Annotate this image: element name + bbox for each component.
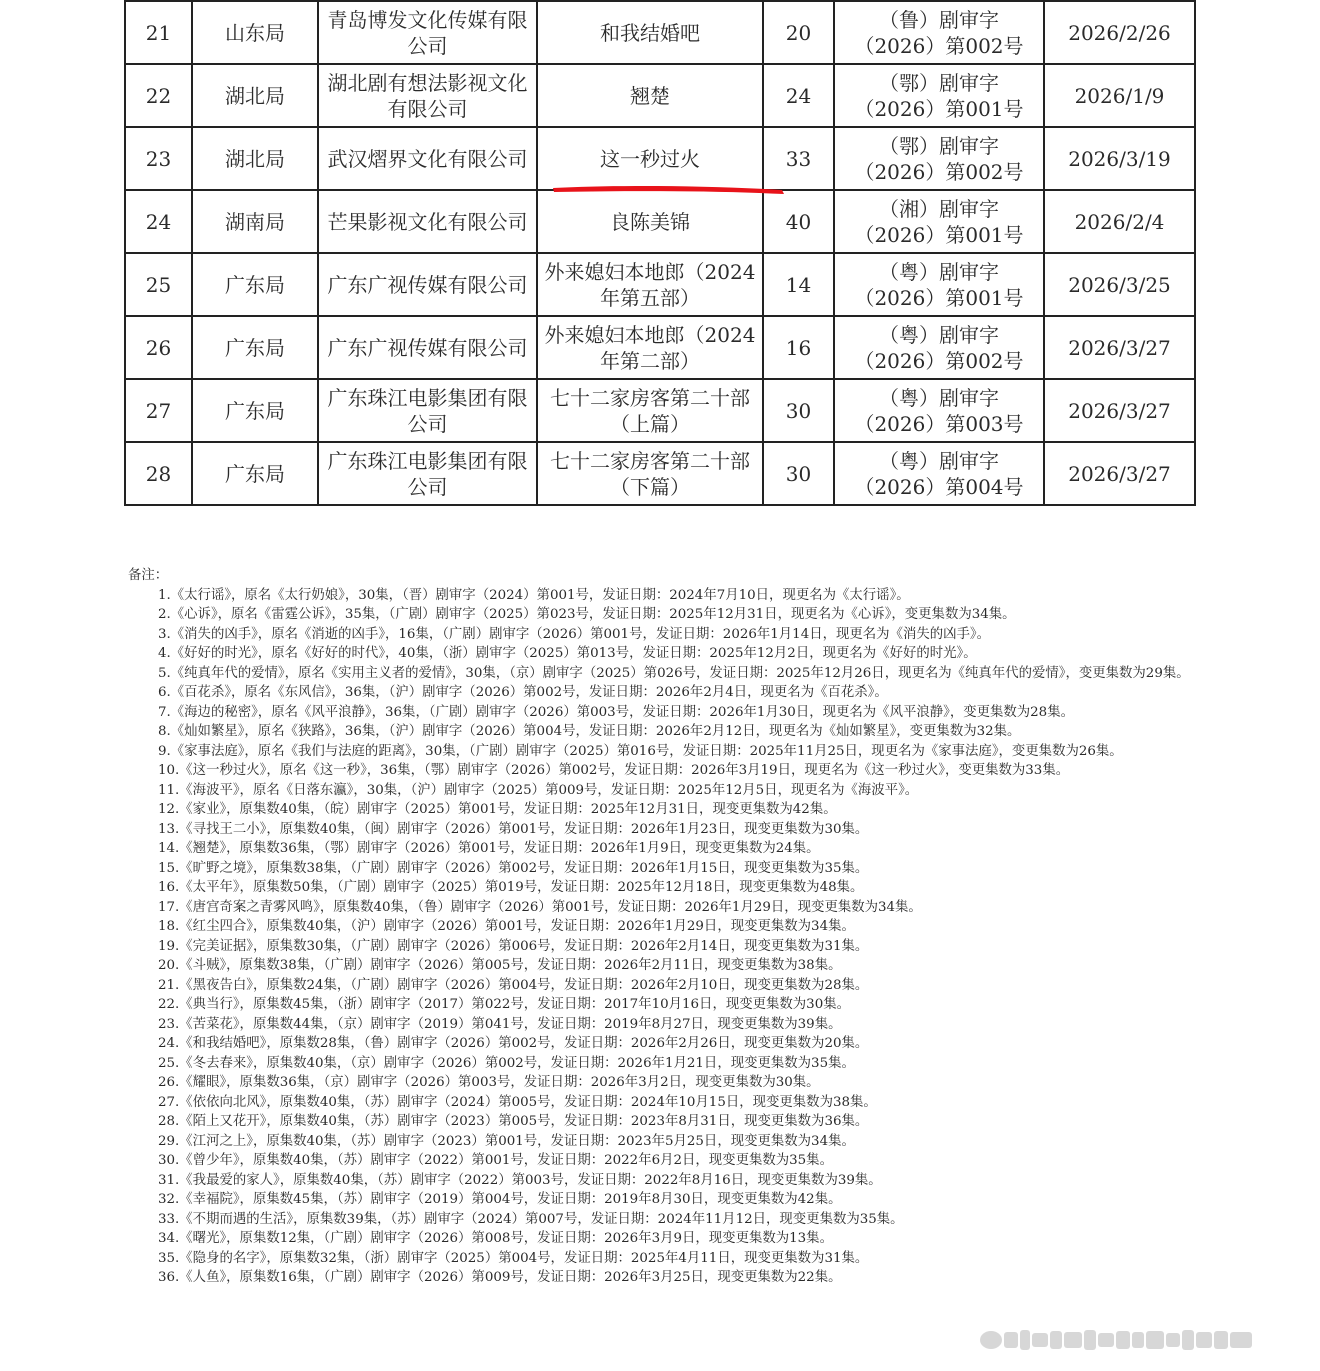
table-row: [125, 1, 1195, 64]
remark-item: 27.《依依向北风》，原集数40集，（苏）剧审字（2024）第005号，发证日期：2024年10月15日，现变更集数为38集。: [158, 1094, 877, 1110]
cell-no: 26: [125, 316, 192, 379]
cell-no: 23: [125, 127, 192, 190]
remark-item: 36.《人鱼》，原集数16集，（广剧）剧审字（2026）第009号，发证日期：2026年3月25日，现变更集数为22集。: [158, 1270, 842, 1285]
red-underline-mark: [550, 182, 786, 196]
cell-no: 27: [125, 379, 192, 442]
cell-date: 2026/3/19: [1044, 127, 1195, 190]
remark-item: 30.《曾少年》，原集数40集，（苏）剧审字（2022）第001号，发证日期：2022年6月2日，现变更集数为35集。: [158, 1153, 833, 1168]
remarks-heading: 备注：: [128, 568, 169, 583]
cell-title: 外来媳妇本地郎（2024年第五部）: [537, 253, 763, 316]
remark-item: 18.《红尘四合》，原集数40集，（沪）剧审字（2026）第001号，发证日期：2026年1月29日，现变更集数为34集。: [158, 919, 855, 934]
remark-item: 34.《曙光》，原集数12集，（广剧）剧审字（2026）第008号，发证日期：2026年3月9日，现变更集数为13集。: [158, 1231, 833, 1246]
cell-bureau: 广东局: [192, 253, 318, 316]
remark-item: 6.《百花杀》，原名《东风信》，36集，（沪）剧审字（2026）第002号，发证日期：2026年2月4日，现更名为《百花杀》。: [158, 685, 888, 700]
cell-company: 广东广视传媒有限公司: [318, 316, 537, 379]
cell-no: 28: [125, 442, 192, 505]
remark-item: 26.《耀眼》，原集数36集，（京）剧审字（2026）第003号，发证日期：2026年3月2日，现变更集数为30集。: [158, 1075, 820, 1090]
cell-date: 2026/3/25: [1044, 253, 1195, 316]
remark-item: 4.《好好的时光》，原名《好好的时代》，40集，（浙）剧审字（2025）第013号，发证日期：2025年12月2日，现更名为《好好的时光》。: [158, 646, 977, 661]
cell-no: 24: [125, 190, 192, 253]
cell-date: 2026/2/4: [1044, 190, 1195, 253]
cell-company: 武汉熠界文化有限公司: [318, 127, 537, 190]
cell-company: 广东广视传媒有限公司: [318, 253, 537, 316]
remark-item: 16.《太平年》，原集数50集，（广剧）剧审字（2025）第019号，发证日期：2025年12月18日，现变更集数为48集。: [158, 880, 864, 895]
remark-item: 19.《完美证据》，原集数30集，（广剧）剧审字（2026）第006号，发证日期：2026年2月14日，现变更集数为31集。: [158, 938, 869, 954]
table-row: [125, 379, 1195, 442]
cell-title: 七十二家房客第二十部（下篇）: [537, 442, 763, 505]
remark-item: 2.《心诉》，原名《雷霆公诉》，35集，（广剧）剧审字（2025）第023号，发证日期：2025年12月31日，现更名为《心诉》，变更集数为34集。: [158, 607, 1016, 622]
remark-item: 3.《消失的凶手》，原名《消逝的凶手》，16集，（广剧）剧审字（2026）第001号，发证日期：2026年1月14日，现更名为《消失的凶手》。: [158, 626, 990, 642]
remark-item: 9.《家事法庭》，原名《我们与法庭的距离》，30集，（广剧）剧审字（2025）第016号，发证日期：2025年11月25日，现更名为《家事法庭》，变更集数为26集。: [158, 743, 1123, 759]
cell-date: 2026/3/27: [1044, 316, 1195, 379]
table-row: [125, 316, 1195, 379]
cell-company: 青岛博发文化传媒有限公司: [318, 1, 537, 64]
cell-bureau: 山东局: [192, 1, 318, 64]
table-row: [125, 253, 1195, 316]
cell-license: （粤）剧审字（2026）第002号: [834, 316, 1044, 379]
cell-bureau: 湖北局: [192, 127, 318, 190]
cell-episodes: 14: [763, 253, 834, 316]
remark-item: 13.《寻找王二小》，原集数40集，（闽）剧审字（2026）第001号，发证日期：2026年1月23日，现变更集数为30集。: [158, 821, 869, 837]
cell-bureau: 广东局: [192, 442, 318, 505]
watermark: [980, 1328, 1310, 1352]
cell-date: 2026/3/27: [1044, 379, 1195, 442]
cell-episodes: 30: [763, 379, 834, 442]
cell-title: 翘楚: [537, 64, 763, 127]
cell-title: 良陈美锦: [537, 190, 763, 253]
remark-item: 10.《这一秒过火》，原名《这一秒》，36集，（鄂）剧审字（2026）第002号，发证日期：2026年3月19日，现更名为《这一秒过火》，变更集数为33集。: [158, 763, 1070, 778]
remark-item: 5.《纯真年代的爱情》，原名《实用主义者的爱情》，30集，（京）剧审字（2025）第026号，发证日期：2025年12月26日，现更名为《纯真年代的爱情》，变更集数为29集。: [158, 665, 1190, 681]
remark-item: 22.《典当行》，原集数45集，（浙）剧审字（2017）第022号，发证日期：2017年10月16日，现变更集数为30集。: [158, 997, 850, 1012]
remark-item: 7.《海边的秘密》，原名《风平浪静》，36集，（广剧）剧审字（2026）第003号，发证日期：2026年1月30日，现更名为《风平浪静》，变更集数为28集。: [158, 704, 1074, 720]
remark-item: 35.《隐身的名字》，原集数32集，（浙）剧审字（2025）第004号，发证日期：2025年4月11日，现变更集数为31集。: [158, 1250, 869, 1266]
remark-item: 32.《幸福院》，原集数45集，（苏）剧审字（2019）第004号，发证日期：2019年8月30日，现变更集数为42集。: [158, 1192, 842, 1207]
remark-item: 21.《黑夜告白》，原集数24集，（广剧）剧审字（2026）第004号，发证日期：2026年2月10日，现变更集数为28集。: [158, 977, 869, 993]
remark-item: 11.《海波平》，原名《日落东瀛》，30集，（沪）剧审字（2025）第009号，发证日期：2025年12月5日，现更名为《海波平》。: [158, 782, 919, 798]
remark-item: 28.《陌上又花开》，原集数40集，（苏）剧审字（2023）第005号，发证日期：2023年8月31日，现变更集数为36集。: [158, 1114, 869, 1129]
cell-company: 广东珠江电影集团有限公司: [318, 379, 537, 442]
table-row: [125, 127, 1195, 190]
remark-item: 23.《苦菜花》，原集数44集，（京）剧审字（2019）第041号，发证日期：2019年8月27日，现变更集数为39集。: [158, 1016, 842, 1032]
table-row: [125, 64, 1195, 127]
remark-item: 31.《我最爱的家人》，原集数40集，（苏）剧审字（2022）第003号，发证日期：2022年8月16日，现变更集数为39集。: [158, 1172, 882, 1188]
cell-title: 七十二家房客第二十部（上篇）: [537, 379, 763, 442]
cell-episodes: 24: [763, 64, 834, 127]
cell-license: （鄂）剧审字（2026）第001号: [834, 64, 1044, 127]
approval-table: [124, 0, 1196, 506]
cell-license: （湘）剧审字（2026）第001号: [834, 190, 1044, 253]
cell-company: 湖北剧有想法影视文化有限公司: [318, 64, 537, 127]
cell-title: 外来媳妇本地郎（2024年第二部）: [537, 316, 763, 379]
cell-title: 和我结婚吧: [537, 1, 763, 64]
cell-episodes: 40: [763, 190, 834, 253]
cell-episodes: 33: [763, 127, 834, 190]
cell-episodes: 20: [763, 1, 834, 64]
cell-bureau: 广东局: [192, 316, 318, 379]
cell-no: 25: [125, 253, 192, 316]
remark-item: 20.《斗贼》，原集数38集，（广剧）剧审字（2026）第005号，发证日期：2026年2月11日，现变更集数为38集。: [158, 958, 842, 973]
cell-episodes: 30: [763, 442, 834, 505]
cell-license: （鄂）剧审字（2026）第002号: [834, 127, 1044, 190]
remark-item: 29.《江河之上》，原集数40集，（苏）剧审字（2023）第001号，发证日期：2023年5月25日，现变更集数为34集。: [158, 1133, 855, 1149]
cell-no: 21: [125, 1, 192, 64]
cell-bureau: 湖南局: [192, 190, 318, 253]
cell-no: 22: [125, 64, 192, 127]
remark-item: 17.《唐宫奇案之青雾风鸣》，原集数40集，（鲁）剧审字（2026）第001号，发证日期：2026年1月29日，现变更集数为34集。: [158, 899, 922, 915]
remark-item: 8.《灿如繁星》，原名《狭路》，36集，（沪）剧审字（2026）第004号，发证日期：2026年2月12日，现更名为《灿如繁星》，变更集数为32集。: [158, 724, 1021, 739]
cell-date: 2026/3/27: [1044, 442, 1195, 505]
remark-item: 14.《翘楚》，原集数36集，（鄂）剧审字（2026）第001号，发证日期：2026年1月9日，现变更集数为24集。: [158, 841, 820, 856]
cell-license: （粤）剧审字（2026）第003号: [834, 379, 1044, 442]
cell-company: 广东珠江电影集团有限公司: [318, 442, 537, 505]
cell-episodes: 16: [763, 316, 834, 379]
remark-item: 1.《太行谣》，原名《太行奶娘》，30集，（晋）剧审字（2024）第001号，发证日期：2024年7月10日，现更名为《太行谣》。: [158, 587, 910, 603]
cell-title: 这一秒过火: [537, 127, 763, 190]
cell-date: 2026/1/9: [1044, 64, 1195, 127]
cell-license: （粤）剧审字（2026）第001号: [834, 253, 1044, 316]
table-row: [125, 190, 1195, 253]
cell-company: 芒果影视文化有限公司: [318, 190, 537, 253]
remark-item: 15.《旷野之境》，原集数38集，（广剧）剧审字（2026）第002号，发证日期：2026年1月15日，现变更集数为35集。: [158, 860, 869, 876]
cell-license: （粤）剧审字（2026）第004号: [834, 442, 1044, 505]
remark-item: 33.《不期而遇的生活》，原集数39集，（苏）剧审字（2024）第007号，发证日期：2024年11月12日，现变更集数为35集。: [158, 1211, 904, 1227]
cell-date: 2026/2/26: [1044, 1, 1195, 64]
cell-license: （鲁）剧审字（2026）第002号: [834, 1, 1044, 64]
remarks-section: [128, 566, 1192, 1288]
cell-bureau: 广东局: [192, 379, 318, 442]
remark-item: 12.《家业》，原集数40集，（皖）剧审字（2025）第001号，发证日期：2025年12月31日，现变更集数为42集。: [158, 802, 837, 817]
remark-item: 25.《冬去春来》，原集数40集，（京）剧审字（2026）第002号，发证日期：2026年1月21日，现变更集数为35集。: [158, 1055, 855, 1071]
table-row: [125, 442, 1195, 505]
remark-item: 24.《和我结婚吧》，原集数28集，（鲁）剧审字（2026）第002号，发证日期：2026年2月26日，现变更集数为20集。: [158, 1036, 869, 1051]
cell-bureau: 湖北局: [192, 64, 318, 127]
